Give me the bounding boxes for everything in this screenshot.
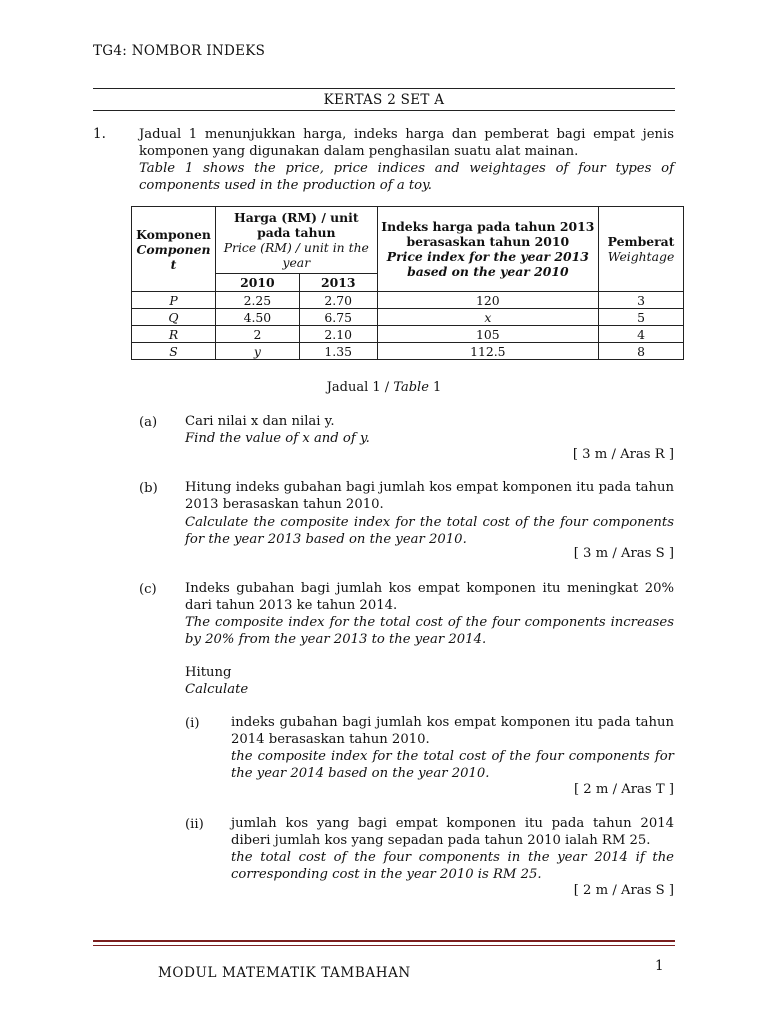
document-header: TG4: NOMBOR INDEKS xyxy=(93,43,266,59)
cell-weight: 5 xyxy=(599,309,684,326)
part-b-malay: Hitung indeks gubahan bagi jumlah kos empat komponen itu pada tahun 2013 berasaskan tahun 2010. xyxy=(185,480,674,512)
header-weightage xyxy=(599,207,684,292)
table-row xyxy=(132,292,684,309)
header-index-english: Price index for the year 2013 based on the year 2010 xyxy=(386,249,589,279)
cell-price-2010: 2 xyxy=(215,326,299,343)
header-weight-english: Weightage xyxy=(607,249,675,264)
header-component xyxy=(132,207,216,292)
part-c-ii-malay: jumlah kos yang bagi empat komponen itu pada tahun 2014 diberi jumlah kos yang sepadan pada tahun 2010 ialah RM 25. xyxy=(231,816,674,848)
cell-component: R xyxy=(132,326,216,343)
footer-rule-thin xyxy=(93,945,675,946)
table-caption-english: Table xyxy=(393,380,429,395)
header-year-2010: 2010 xyxy=(215,274,299,292)
footer-rule-thick xyxy=(93,940,675,942)
cell-component: Q xyxy=(132,309,216,326)
cell-price-2010: 4.50 xyxy=(215,309,299,326)
cell-weight: 4 xyxy=(599,326,684,343)
table-row xyxy=(132,309,684,326)
header-component-english: Component xyxy=(136,241,211,272)
part-c-ii-english: the total cost of the four components in the year 2014 if the corresponding cost in the year 2010 is RM 25. xyxy=(231,850,674,882)
question-number: 1. xyxy=(93,126,106,142)
header-index-malay: Indeks harga pada tahun 2013 berasaskan tahun 2010 xyxy=(381,219,595,249)
cell-component: S xyxy=(132,343,216,360)
part-a-malay: Cari nilai x dan nilai y. xyxy=(185,414,335,429)
header-weight-malay: Pemberat xyxy=(607,234,675,249)
part-c-i-english: the composite index for the total cost of the four components for the year 2014 based on the year 2010. xyxy=(231,749,674,781)
table-caption xyxy=(93,380,675,395)
table-row xyxy=(132,326,684,343)
part-c-i-marks: [ 2 m / Aras T ] xyxy=(573,782,674,797)
part-b-english: Calculate the composite index for the total cost of the four components for the year 2013 based on the year 2010. xyxy=(185,515,674,547)
header-price-english: Price (RM) / unit in the year xyxy=(223,240,369,270)
header-price-index xyxy=(377,207,598,292)
header-price xyxy=(215,207,377,274)
part-c-label: (c) xyxy=(139,582,157,597)
part-b-marks: [ 3 m / Aras S ] xyxy=(573,546,674,561)
cell-price-2013: 2.70 xyxy=(299,292,377,309)
part-c-english: The composite index for the total cost of the four components increases by 20% from the year 2013 to the year 2014. xyxy=(185,615,674,647)
calculate-malay: Hitung xyxy=(185,665,232,680)
header-component-malay: Komponen xyxy=(136,226,211,242)
part-c-ii-marks: [ 2 m / Aras S ] xyxy=(573,883,674,898)
cell-price-2013: 6.75 xyxy=(299,309,377,326)
section-rule xyxy=(93,110,675,111)
part-c-i-malay: indeks gubahan bagi jumlah kos empat komponen itu pada tahun 2014 berasaskan tahun 2010. xyxy=(231,715,674,747)
part-a-marks: [ 3 m / Aras R ] xyxy=(572,447,674,462)
header-rule xyxy=(93,88,675,89)
cell-price-2013: 2.10 xyxy=(299,326,377,343)
cell-weight: 8 xyxy=(599,343,684,360)
question-intro-malay: Jadual 1 menunjukkan harga, indeks harga dan pemberat bagi empat jenis komponen yang digunakan dalam penghasilan suatu alat mainan. xyxy=(139,127,674,159)
part-b-label: (b) xyxy=(139,481,158,496)
cell-component: P xyxy=(132,292,216,309)
table-row xyxy=(132,343,684,360)
part-c-ii-label: (ii) xyxy=(185,817,204,832)
part-a-english: Find the value of x and of y. xyxy=(185,431,370,446)
question-intro-english: Table 1 shows the price, price indices and weightages of four types of components used in the production of a toy. xyxy=(139,161,674,193)
cell-price-2010: y xyxy=(215,343,299,360)
cell-index: 120 xyxy=(377,292,598,309)
header-price-malay: Harga (RM) / unit pada tahun xyxy=(234,210,359,240)
table-caption-number: 1 xyxy=(428,380,442,395)
footer-module-title: MODUL MATEMATIK TAMBAHAN xyxy=(158,965,411,981)
part-a-label: (a) xyxy=(139,415,158,430)
cell-index: 105 xyxy=(377,326,598,343)
table-caption-malay: Jadual 1 / xyxy=(326,380,394,395)
table-header-row xyxy=(132,207,684,274)
section-title: KERTAS 2 SET A xyxy=(323,92,445,108)
cell-index: 112.5 xyxy=(377,343,598,360)
cell-index: x xyxy=(377,309,598,326)
cell-weight: 3 xyxy=(599,292,684,309)
part-c-i-label: (i) xyxy=(185,716,200,731)
page-number: 1 xyxy=(655,958,664,974)
price-index-table xyxy=(131,206,684,360)
part-c-malay: Indeks gubahan bagi jumlah kos empat komponen itu meningkat 20% dari tahun 2013 ke tahun 2014. xyxy=(185,581,674,613)
cell-price-2010: 2.25 xyxy=(215,292,299,309)
calculate-english: Calculate xyxy=(185,682,249,697)
header-year-2013: 2013 xyxy=(299,274,377,292)
cell-price-2013: 1.35 xyxy=(299,343,377,360)
